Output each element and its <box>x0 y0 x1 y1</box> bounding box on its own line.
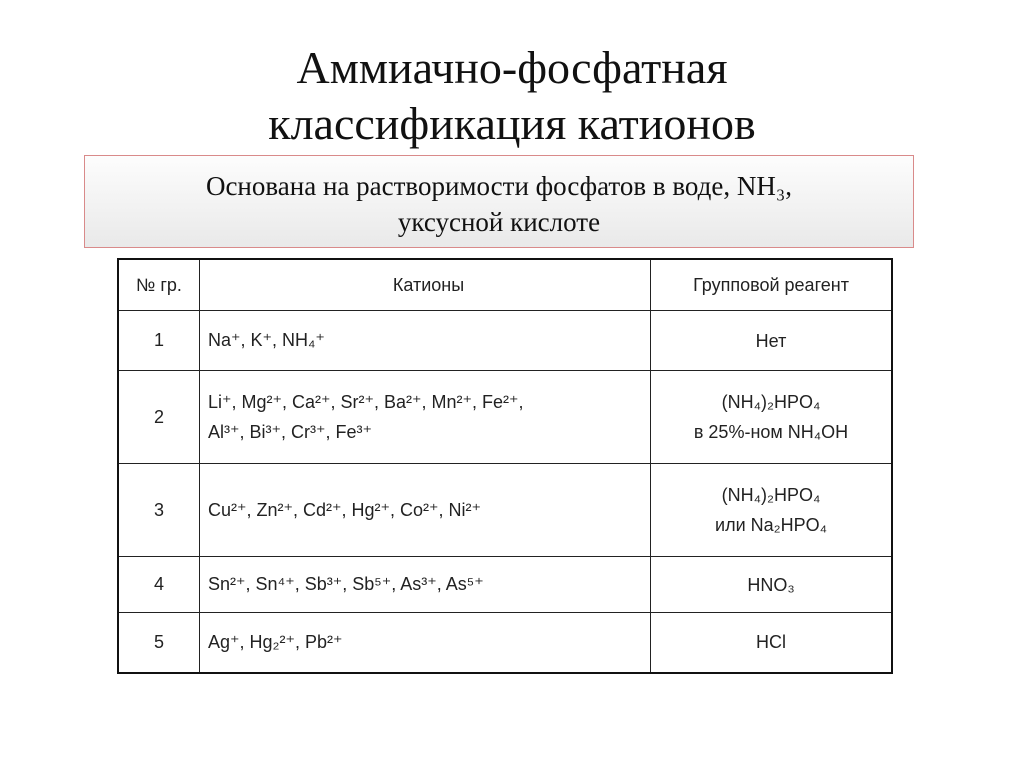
reagent-text: HCl <box>756 632 786 653</box>
cation-classification-table <box>117 258 893 674</box>
cations-cell <box>200 464 651 557</box>
title-line-2: классификация катионов <box>268 98 756 149</box>
group-number: 1 <box>118 311 200 371</box>
note-line-2: уксусной кислоте <box>397 207 601 237</box>
note-box <box>84 155 914 248</box>
cations-text: Li⁺, Mg²⁺, Ca²⁺, Sr²⁺, Ba²⁺, Mn²⁺, Fe²⁺, <box>208 392 524 412</box>
cations-cell <box>200 371 651 464</box>
group-number: 2 <box>118 371 200 464</box>
header-group: № гр. <box>118 259 200 311</box>
reagent-cell <box>651 557 893 613</box>
group-number: 5 <box>118 613 200 673</box>
group-number: 4 <box>118 557 200 613</box>
reagent-text: (NH₄)₂HPO₄ <box>721 392 821 412</box>
reagent-text: (NH₄)₂HPO₄ <box>721 485 821 505</box>
table-row <box>118 371 892 464</box>
note-line-1: Основана на растворимости фосфатов в воде, NH₃, <box>205 171 793 201</box>
cations-cell <box>200 311 651 371</box>
reagent-cell <box>651 371 893 464</box>
cations-text: Sn²⁺, Sn⁴⁺, Sb³⁺, Sb⁵⁺, As³⁺, As⁵⁺ <box>208 574 484 594</box>
reagent-text: в 25%-ном NH₄OH <box>693 422 849 442</box>
table-row <box>118 557 892 613</box>
cations-text: Al³⁺, Bi³⁺, Cr³⁺, Fe³⁺ <box>208 422 372 442</box>
cations-cell <box>200 613 651 673</box>
cations-text: Ag⁺, Hg₂²⁺, Pb²⁺ <box>208 631 343 652</box>
cations-text: Na⁺, K⁺, NH₄⁺ <box>208 330 325 350</box>
reagent-cell <box>651 464 893 557</box>
reagent-cell <box>651 613 893 673</box>
cations-cell <box>200 557 651 613</box>
table-row <box>118 464 892 557</box>
table-row <box>118 613 892 673</box>
reagent-text: или Na₂HPO₄ <box>715 515 827 535</box>
table-row <box>118 311 892 371</box>
title-line-1: Аммиачно-фосфатная <box>296 42 728 93</box>
table-header-row <box>118 259 892 311</box>
reagent-text: HNO₃ <box>747 574 795 595</box>
header-reagent: Групповой реагент <box>651 259 893 311</box>
header-cations: Катионы <box>200 259 651 311</box>
reagent-text: Нет <box>755 330 787 351</box>
cations-text: Cu²⁺, Zn²⁺, Cd²⁺, Hg²⁺, Co²⁺, Ni²⁺ <box>208 499 482 520</box>
group-number: 3 <box>118 464 200 557</box>
slide-title <box>0 40 1024 152</box>
reagent-cell <box>651 311 893 371</box>
